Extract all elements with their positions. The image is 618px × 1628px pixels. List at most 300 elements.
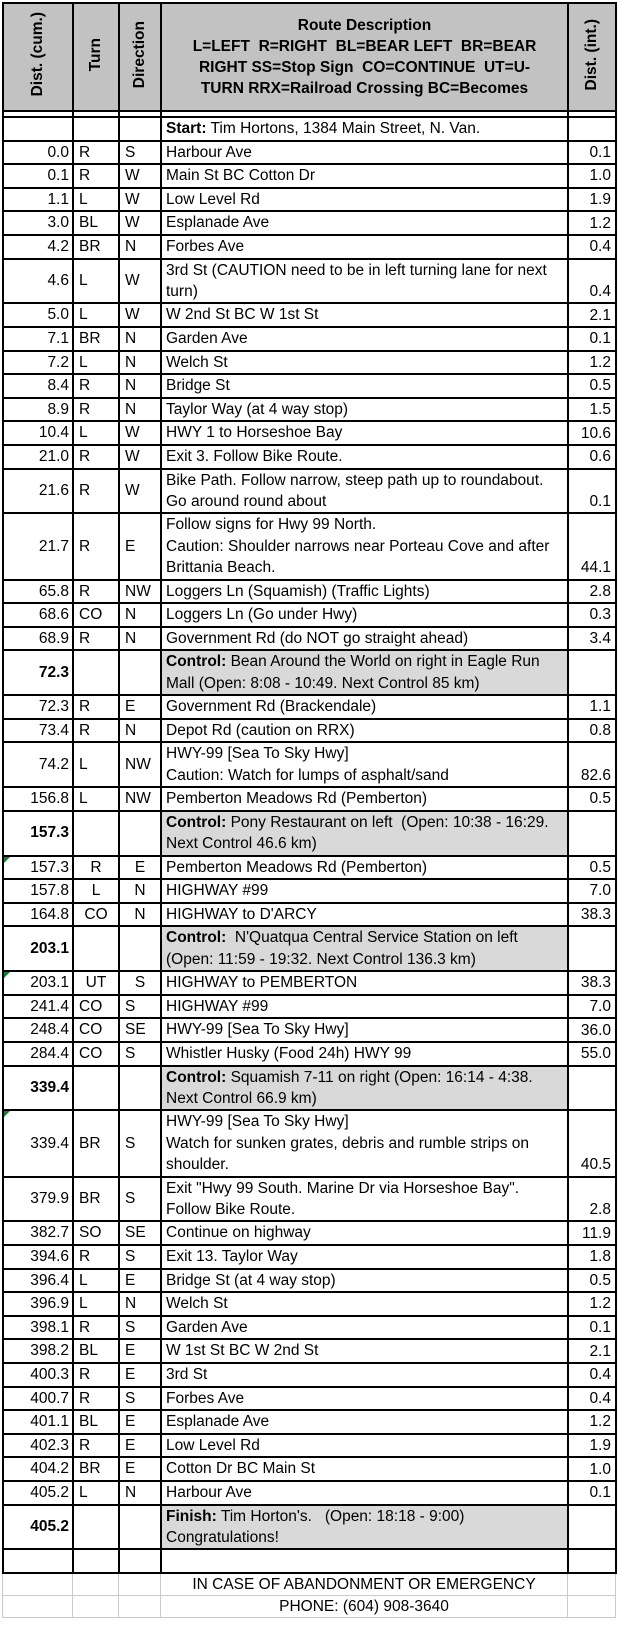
cell-direction: E (119, 1339, 161, 1363)
description-line: Finish: Tim Horton's. (Open: 18:18 - 9:00) (166, 1507, 465, 1525)
description-prefix: Control: (166, 1068, 227, 1086)
table-row (3, 1177, 616, 1222)
cell-turn: R (73, 627, 119, 651)
cell-description (161, 1457, 568, 1481)
route-table-body (3, 111, 616, 1573)
cell-direction: N (119, 719, 161, 743)
cell-dist-cum: 396.4 (3, 1269, 73, 1293)
cell-marker-icon (4, 972, 10, 978)
cell-turn: BR (73, 1457, 119, 1481)
cell-dist-int: 1.9 (568, 1434, 616, 1458)
description-line: Control: Squamish 7-11 on right (Open: 16:14 - 4:38. Next Control 66.9 km) (166, 1068, 538, 1107)
cell-turn (73, 926, 119, 971)
table-row (3, 445, 616, 469)
cell-turn: BL (73, 1339, 119, 1363)
description-line: Control: Pony Restaurant on left (Open: 10:38 - 16:29. Next Control 46.6 km) (166, 813, 553, 853)
cell-empty (161, 1549, 568, 1573)
description-line: Caution: Watch for lumps of asphalt/sand (166, 766, 449, 784)
cell-dist-int: 0.1 (568, 1316, 616, 1340)
description-prefix: Control: (166, 929, 227, 947)
cell-dist-int (568, 117, 616, 141)
cell-direction: N (119, 1481, 161, 1505)
table-row (3, 926, 616, 971)
table-row (3, 650, 616, 695)
description-line: W 1st St BC W 2nd St (166, 1342, 319, 1360)
cell-dist-cum (3, 117, 73, 141)
cell-dist-cum: 10.4 (3, 421, 73, 445)
cell-dist-cum: 21.6 (3, 469, 73, 514)
cell-description (161, 1292, 568, 1316)
table-row (3, 421, 616, 445)
table-row (3, 1269, 616, 1293)
cell-dist-cum: 379.9 (3, 1177, 73, 1222)
cell-turn: L (73, 1269, 119, 1293)
cell-direction: W (119, 303, 161, 327)
cell-turn: R (73, 1434, 119, 1458)
cell-turn (73, 811, 119, 856)
table-row (3, 374, 616, 398)
cell-turn: BL (73, 211, 119, 235)
footer-empty-cell (119, 1595, 161, 1617)
cell-direction: N (119, 903, 161, 927)
table-row (3, 1549, 616, 1573)
cell-description (161, 1177, 568, 1222)
cell-turn: BR (73, 1110, 119, 1176)
description-line: HWY 1 to Horseshoe Bay (166, 424, 343, 442)
route-table-header (3, 3, 616, 111)
cell-dist-cum: 0.0 (3, 141, 73, 165)
description-prefix: Finish: (166, 1507, 217, 1525)
cell-dist-int: 44.1 (568, 513, 616, 579)
cell-direction: E (119, 1410, 161, 1434)
cell-dist-cum: 157.3 (3, 811, 73, 856)
description-line: Main St BC Cotton Dr (166, 167, 316, 185)
cell-dist-int: 0.8 (568, 719, 616, 743)
table-row (3, 719, 616, 743)
cell-dist-cum: 401.1 (3, 1410, 73, 1434)
cell-description (161, 351, 568, 375)
cell-direction: E (119, 695, 161, 719)
description-line: Start: Tim Hortons, 1384 Main Street, N. Van. (166, 120, 481, 137)
cell-direction: W (119, 259, 161, 304)
cell-turn: UT (73, 971, 119, 995)
description-prefix: Start: (166, 120, 207, 137)
cell-description (161, 421, 568, 445)
emergency-notice: IN CASE OF ABANDONMENT OR EMERGENCY (161, 1574, 568, 1596)
cell-description (161, 787, 568, 811)
cell-description (161, 1481, 568, 1505)
description-line: Caution: Shoulder narrows near Porteau Cove and after Brittania Beach. (166, 537, 554, 577)
cell-dist-int: 1.2 (568, 1292, 616, 1316)
cell-turn: CO (73, 603, 119, 627)
description-line: Low Level Rd (166, 190, 260, 208)
cell-dist-cum: 1.1 (3, 188, 73, 212)
cell-dist-cum: 394.6 (3, 1245, 73, 1269)
cell-dist-int: 0.4 (568, 259, 616, 304)
cell-dist-cum: 7.2 (3, 351, 73, 375)
table-row (3, 1018, 616, 1042)
table-row (3, 742, 616, 787)
description-line: Continue on highway (166, 1224, 311, 1242)
cell-dist-int: 1.0 (568, 164, 616, 188)
cell-description (161, 211, 568, 235)
cell-description (161, 188, 568, 212)
description-line: HIGHWAY to PEMBERTON (166, 974, 358, 992)
cell-description (161, 1066, 568, 1111)
cell-dist-int (568, 811, 616, 856)
route-description-title: Route Description (297, 17, 432, 34)
table-row (3, 811, 616, 856)
cell-dist-int: 3.4 (568, 627, 616, 651)
cell-turn: R (73, 141, 119, 165)
cell-turn: R (73, 398, 119, 422)
cell-dist-int: 82.6 (568, 742, 616, 787)
cell-dist-cum: 7.1 (3, 327, 73, 351)
cell-dist-cum: 8.9 (3, 398, 73, 422)
footer-table (2, 1574, 616, 1618)
footer-row (3, 1574, 616, 1596)
description-line: W 2nd St BC W 1st St (166, 306, 319, 324)
cell-dist-int: 1.2 (568, 1410, 616, 1434)
description-line: Garden Ave (166, 1318, 248, 1336)
cell-turn: SO (73, 1221, 119, 1245)
table-row (3, 995, 616, 1019)
description-line: Government Rd (Brackendale) (166, 698, 377, 716)
cell-turn: R (73, 513, 119, 579)
description-line: Esplanade Ave (166, 214, 270, 232)
cell-empty (73, 1549, 119, 1573)
description-line: Bridge St (166, 377, 230, 395)
cell-dist-int: 10.6 (568, 421, 616, 445)
cell-turn: CO (73, 995, 119, 1019)
cell-description (161, 513, 568, 579)
cell-description (161, 926, 568, 971)
cell-dist-cum: 65.8 (3, 580, 73, 604)
cell-direction (119, 811, 161, 856)
cell-description (161, 603, 568, 627)
cell-description (161, 719, 568, 743)
cell-turn: R (73, 1316, 119, 1340)
cell-dist-cum: 203.1 (3, 926, 73, 971)
cell-description (161, 879, 568, 903)
cell-direction: S (119, 1042, 161, 1066)
cell-dist-int: 1.2 (568, 351, 616, 375)
cell-dist-int: 1.2 (568, 211, 616, 235)
legend-line: L=LEFT R=RIGHT BL=BEAR LEFT BR=BEAR (192, 38, 537, 55)
table-row (3, 856, 616, 880)
cell-dist-int: 2.8 (568, 580, 616, 604)
description-line: Loggers Ln (Squamish) (Traffic Lights) (166, 582, 430, 600)
description-line: Loggers Ln (Go under Hwy) (166, 606, 358, 624)
table-row (3, 1221, 616, 1245)
description-line: HIGHWAY #99 (166, 882, 269, 900)
cell-direction: E (119, 1457, 161, 1481)
cell-description (161, 469, 568, 514)
cell-dist-cum: 4.2 (3, 235, 73, 259)
cell-dist-int: 7.0 (568, 995, 616, 1019)
cell-dist-int (568, 926, 616, 971)
cell-direction: N (119, 351, 161, 375)
table-row (3, 971, 616, 995)
cell-dist-cum: 404.2 (3, 1457, 73, 1481)
description-line: Pemberton Meadows Rd (Pemberton) (166, 790, 428, 808)
cell-empty (119, 1549, 161, 1573)
cell-turn (73, 650, 119, 695)
cell-description (161, 1505, 568, 1550)
description-prefix: Control: (166, 813, 227, 831)
table-row (3, 1387, 616, 1411)
cell-description (161, 117, 568, 141)
description-line: Follow signs for Hwy 99 North. (166, 516, 377, 534)
table-row (3, 903, 616, 927)
description-line: Taylor Way (at 4 way stop) (166, 400, 349, 418)
description-line: Bridge St (at 4 way stop) (166, 1271, 336, 1289)
cell-dist-cum: 4.6 (3, 259, 73, 304)
description-line: Whistler Husky (Food 24h) HWY 99 (166, 1044, 412, 1062)
table-row (3, 513, 616, 579)
cell-dist-cum: 157.8 (3, 879, 73, 903)
cell-description (161, 1339, 568, 1363)
cell-dist-cum: 339.4 (3, 1066, 73, 1111)
table-row (3, 627, 616, 651)
description-line: HWY-99 [Sea To Sky Hwy] (166, 1113, 349, 1131)
cell-direction: N (119, 603, 161, 627)
cell-direction: W (119, 469, 161, 514)
cell-dist-cum: 248.4 (3, 1018, 73, 1042)
description-line: Forbes Ave (166, 237, 245, 255)
cell-dist-int: 0.4 (568, 235, 616, 259)
description-line: Welch St (166, 1295, 228, 1313)
cell-dist-cum: 398.2 (3, 1339, 73, 1363)
cell-dist-int: 7.0 (568, 879, 616, 903)
description-line: Government Rd (do NOT go straight ahead) (166, 629, 469, 647)
cell-description (161, 327, 568, 351)
footer-empty-cell (119, 1574, 161, 1596)
cell-dist-cum: 0.1 (3, 164, 73, 188)
cell-dist-cum: 203.1 (3, 971, 73, 995)
table-row (3, 1042, 616, 1066)
dist-cum-header-label: Dist. (cum.) (29, 12, 47, 97)
description-line: Esplanade Ave (166, 1413, 270, 1431)
cell-turn: L (73, 303, 119, 327)
cell-turn (73, 1505, 119, 1550)
col-header-dist-int (568, 3, 616, 111)
cell-direction (119, 1066, 161, 1111)
cell-dist-cum: 241.4 (3, 995, 73, 1019)
cell-direction: S (119, 141, 161, 165)
cell-dist-cum: 21.7 (3, 513, 73, 579)
cell-turn: R (73, 445, 119, 469)
col-header-turn (73, 3, 119, 111)
description-line: Welch St (166, 353, 228, 371)
cell-turn: R (73, 164, 119, 188)
cell-dist-cum: 3.0 (3, 211, 73, 235)
cell-description (161, 1363, 568, 1387)
description-line: Cotton Dr BC Main St (166, 1460, 316, 1478)
cell-direction: E (119, 1269, 161, 1293)
cell-turn: L (73, 742, 119, 787)
cell-description (161, 445, 568, 469)
table-row (3, 1066, 616, 1111)
col-header-dist-cum (3, 3, 73, 111)
cell-description (161, 1269, 568, 1293)
cell-dist-int: 40.5 (568, 1110, 616, 1176)
description-line: Congratulations! (166, 1528, 279, 1546)
cell-dist-cum: 400.3 (3, 1363, 73, 1387)
table-row (3, 235, 616, 259)
cell-dist-cum: 72.3 (3, 650, 73, 695)
cell-dist-cum: 156.8 (3, 787, 73, 811)
table-row (3, 879, 616, 903)
cell-description (161, 1042, 568, 1066)
cell-dist-int: 0.1 (568, 469, 616, 514)
cell-direction: E (119, 1434, 161, 1458)
table-row (3, 695, 616, 719)
cell-description (161, 971, 568, 995)
cell-direction: E (119, 1363, 161, 1387)
cell-turn: R (73, 719, 119, 743)
col-header-direction (119, 3, 161, 111)
cell-turn: R (73, 1387, 119, 1411)
cell-description (161, 374, 568, 398)
cell-turn: CO (73, 1042, 119, 1066)
cell-direction: W (119, 188, 161, 212)
description-line: 3rd St (166, 1365, 208, 1383)
cell-empty (568, 1549, 616, 1573)
table-row (3, 1481, 616, 1505)
cell-description (161, 398, 568, 422)
cell-turn: BR (73, 327, 119, 351)
cell-dist-cum: 396.9 (3, 1292, 73, 1316)
cell-dist-int: 0.5 (568, 374, 616, 398)
description-line: Harbour Ave (166, 143, 252, 161)
table-row (3, 211, 616, 235)
cell-dist-cum: 398.1 (3, 1316, 73, 1340)
cell-description (161, 1221, 568, 1245)
cell-dist-int: 1.1 (568, 695, 616, 719)
cell-dist-int: 0.5 (568, 856, 616, 880)
emergency-phone: PHONE: (604) 908-3640 (161, 1595, 568, 1617)
cell-description (161, 1316, 568, 1340)
cell-turn: R (73, 1363, 119, 1387)
cell-direction (119, 926, 161, 971)
cell-description (161, 235, 568, 259)
cell-dist-int (568, 1505, 616, 1550)
cell-direction: S (119, 1245, 161, 1269)
cell-description (161, 1387, 568, 1411)
cell-dist-cum: 73.4 (3, 719, 73, 743)
footer-empty-cell (3, 1574, 73, 1596)
cell-direction: NW (119, 787, 161, 811)
table-row (3, 303, 616, 327)
cell-description (161, 650, 568, 695)
table-row (3, 141, 616, 165)
cell-direction: NW (119, 742, 161, 787)
cell-dist-int (568, 650, 616, 695)
cell-description (161, 1410, 568, 1434)
table-row (3, 603, 616, 627)
cell-description (161, 1245, 568, 1269)
cell-description (161, 695, 568, 719)
cell-turn: CO (73, 903, 119, 927)
cell-turn: L (73, 1481, 119, 1505)
table-row (3, 327, 616, 351)
cell-description (161, 995, 568, 1019)
cell-dist-cum: 284.4 (3, 1042, 73, 1066)
cell-turn: L (73, 879, 119, 903)
cell-dist-int (568, 1066, 616, 1111)
cell-direction: E (119, 513, 161, 579)
cell-direction: N (119, 398, 161, 422)
dist-int-header-label: Dist. (int.) (583, 18, 601, 91)
cell-marker-icon (4, 857, 10, 863)
cell-turn: BL (73, 1410, 119, 1434)
cell-dist-int: 1.0 (568, 1457, 616, 1481)
cell-direction: N (119, 879, 161, 903)
cell-description (161, 903, 568, 927)
table-row (3, 351, 616, 375)
cell-dist-cum: 405.2 (3, 1481, 73, 1505)
direction-header-label: Direction (131, 20, 149, 89)
table-row (3, 1410, 616, 1434)
cell-direction: SE (119, 1221, 161, 1245)
cell-dist-int: 0.3 (568, 603, 616, 627)
cell-direction: W (119, 211, 161, 235)
cell-dist-int: 0.4 (568, 1363, 616, 1387)
cell-dist-cum: 339.4 (3, 1110, 73, 1176)
cell-dist-int: 2.1 (568, 1339, 616, 1363)
table-row (3, 398, 616, 422)
cell-description (161, 580, 568, 604)
cell-dist-int: 2.8 (568, 1177, 616, 1222)
cell-dist-cum: 21.0 (3, 445, 73, 469)
cell-turn: L (73, 259, 119, 304)
cell-description (161, 742, 568, 787)
table-row (3, 1110, 616, 1176)
cell-dist-int: 0.4 (568, 1387, 616, 1411)
table-row (3, 1505, 616, 1550)
cell-description (161, 259, 568, 304)
description-line: HIGHWAY #99 (166, 997, 269, 1015)
cell-dist-int: 38.3 (568, 971, 616, 995)
table-row (3, 1339, 616, 1363)
description-line: HIGHWAY to D'ARCY (166, 905, 317, 923)
footer-empty-cell (3, 1595, 73, 1617)
cell-direction: S (119, 1316, 161, 1340)
cell-dist-cum: 8.4 (3, 374, 73, 398)
cell-description (161, 1110, 568, 1176)
cell-description (161, 1434, 568, 1458)
cell-description (161, 627, 568, 651)
table-row (3, 1316, 616, 1340)
cell-dist-int: 2.1 (568, 303, 616, 327)
cell-direction: W (119, 445, 161, 469)
cell-description (161, 1018, 568, 1042)
cell-turn: BR (73, 235, 119, 259)
table-row (3, 580, 616, 604)
cell-direction: S (119, 995, 161, 1019)
cell-turn: R (73, 580, 119, 604)
cell-turn: R (73, 695, 119, 719)
cell-dist-int: 0.1 (568, 141, 616, 165)
description-prefix: Control: (166, 653, 227, 671)
cell-description (161, 856, 568, 880)
cell-turn: R (73, 469, 119, 514)
cell-dist-cum: 400.7 (3, 1387, 73, 1411)
cell-dist-int: 0.1 (568, 327, 616, 351)
cell-description (161, 811, 568, 856)
cell-turn: R (73, 374, 119, 398)
